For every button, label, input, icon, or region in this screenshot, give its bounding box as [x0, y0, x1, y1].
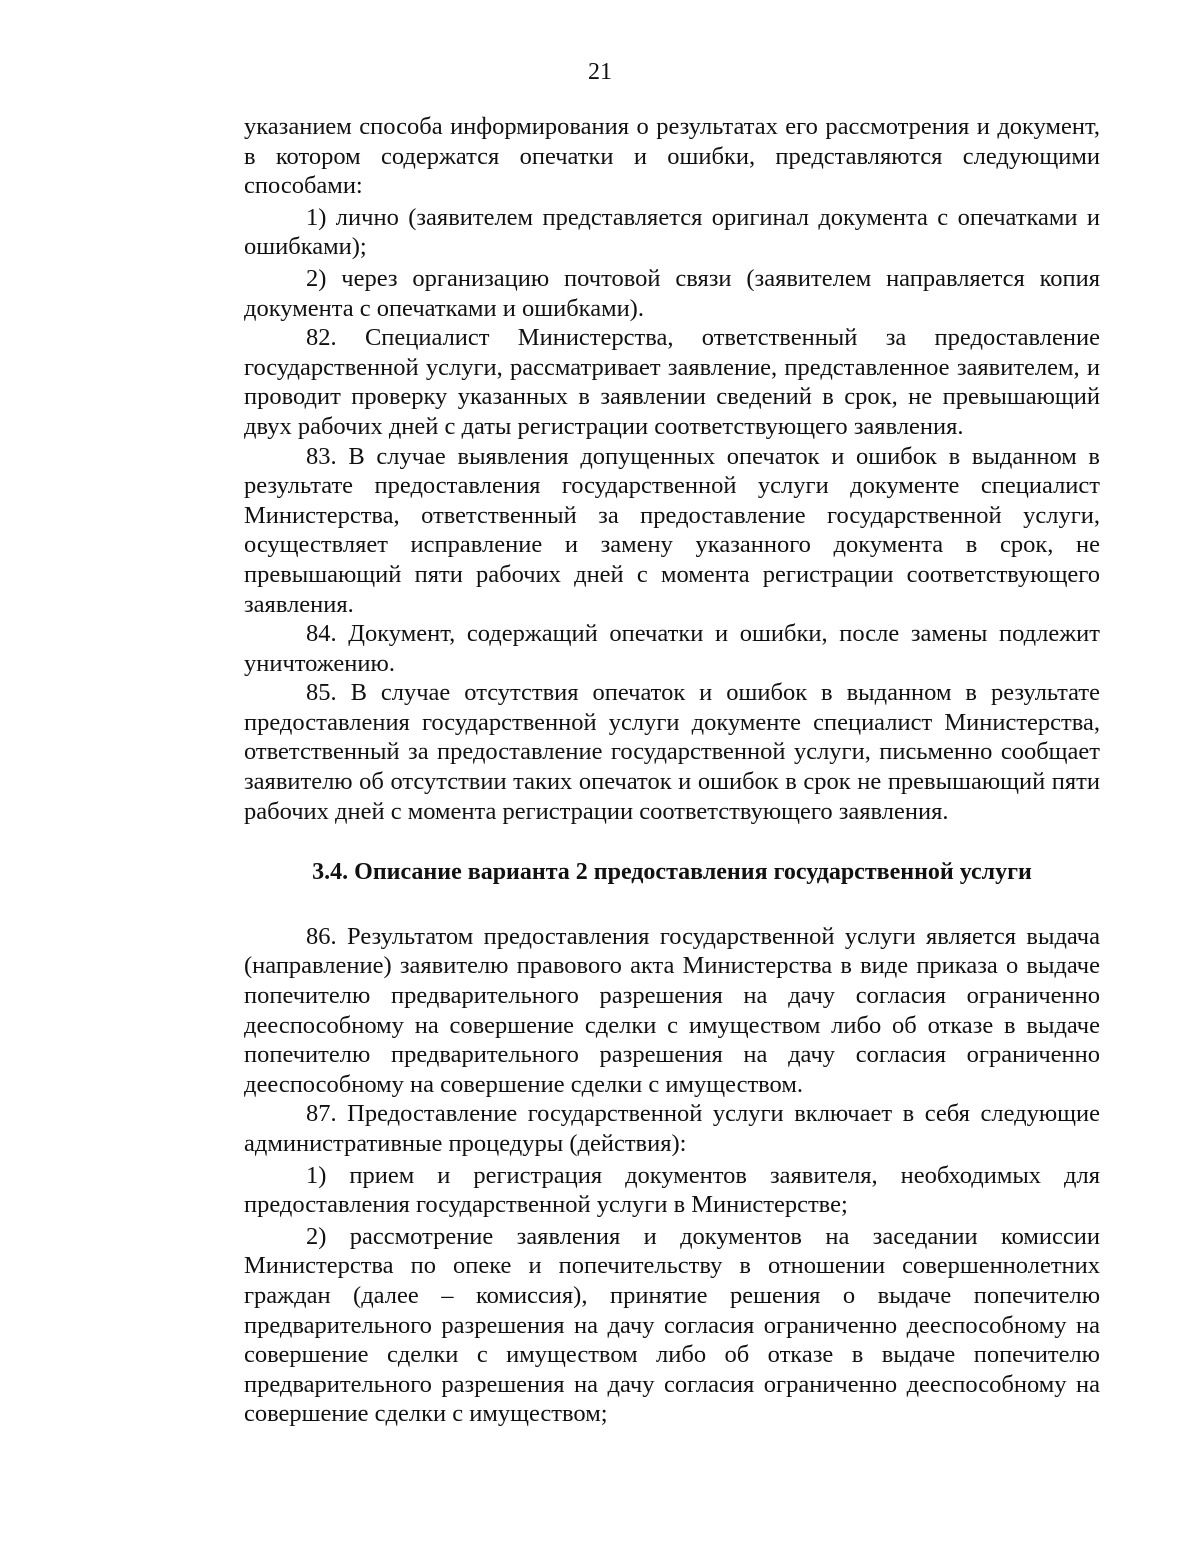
section-heading: 3.4. Описание варианта 2 предоставления государственной услуги	[312, 859, 1032, 886]
document-body	[244, 112, 1100, 1429]
paragraph: 1) прием и регистрация документов заявителя, необходимых для предоставления государственной услуги в Министерстве;	[244, 1161, 1100, 1219]
paragraph: 2) рассмотрение заявления и документов на заседании комиссии Министерства по опеке и попечительству в отношении совершеннолетних граждан (далее – комиссия), принятие решения о выдаче попечителю предварительного разрешения на дачу согласия ограниченно дееспособному на совершение сделки с имуществом либо об отказе в выдаче попечителю предварительного разрешения на дачу согласия ограниченно дееспособному на совершение сделки с имуществом;	[244, 1222, 1100, 1428]
paragraph: 2) через организацию почтовой связи (заявителем направляется копия документа с опечатками и ошибками).	[244, 264, 1100, 322]
paragraph: 83. В случае выявления допущенных опечаток и ошибок в выданном в результате предоставления государственной услуги документе специалист Министерства, ответственный за предоставление государственной услуги, осуществляет исправление и замену указанного документа в срок, не превышающий пяти рабочих дней с момента регистрации соответствующего заявления.	[244, 442, 1100, 618]
paragraph: 85. В случае отсутствия опечаток и ошибок в выданном в результате предоставления государственной услуги документе специалист Министерства, ответственный за предоставление государственной услуги, письменно сообщает заявителю об отсутствии таких опечаток и ошибок в срок не превышающий пяти рабочих дней с момента регистрации соответствующего заявления.	[244, 679, 1100, 825]
paragraph: 1) лично (заявителем представляется оригинал документа с опечатками и ошибками);	[244, 203, 1100, 261]
paragraph: 86. Результатом предоставления государственной услуги является выдача (направление) заявителю правового акта Министерства в виде приказа о выдаче попечителю предварительного разрешения на дачу согласия ограниченно дееспособному на совершение сделки с имуществом либо об отказе в выдаче попечителю предварительного разрешения на дачу согласия ограниченно дееспособному на совершение сделки с имуществом.	[244, 922, 1100, 1098]
paragraph: 87. Предоставление государственной услуги включает в себя следующие административные процедуры (действия):	[244, 1100, 1100, 1157]
paragraph: указанием способа информирования о результатах его рассмотрения и документ, в котором содержатся опечатки и ошибки, представляются следующими способами:	[244, 113, 1100, 200]
paragraph: 84. Документ, содержащий опечатки и ошибки, после замены подлежит уничтожению.	[244, 620, 1100, 677]
page-number: 21	[588, 59, 612, 85]
paragraph: 82. Специалист Министерства, ответственный за предоставление государственной услуги, рассматривает заявление, представленное заявителем, и проводит проверку указанных в заявлении сведений в срок, не превышающий двух рабочих дней с даты регистрации соответствующего заявления.	[244, 324, 1100, 440]
